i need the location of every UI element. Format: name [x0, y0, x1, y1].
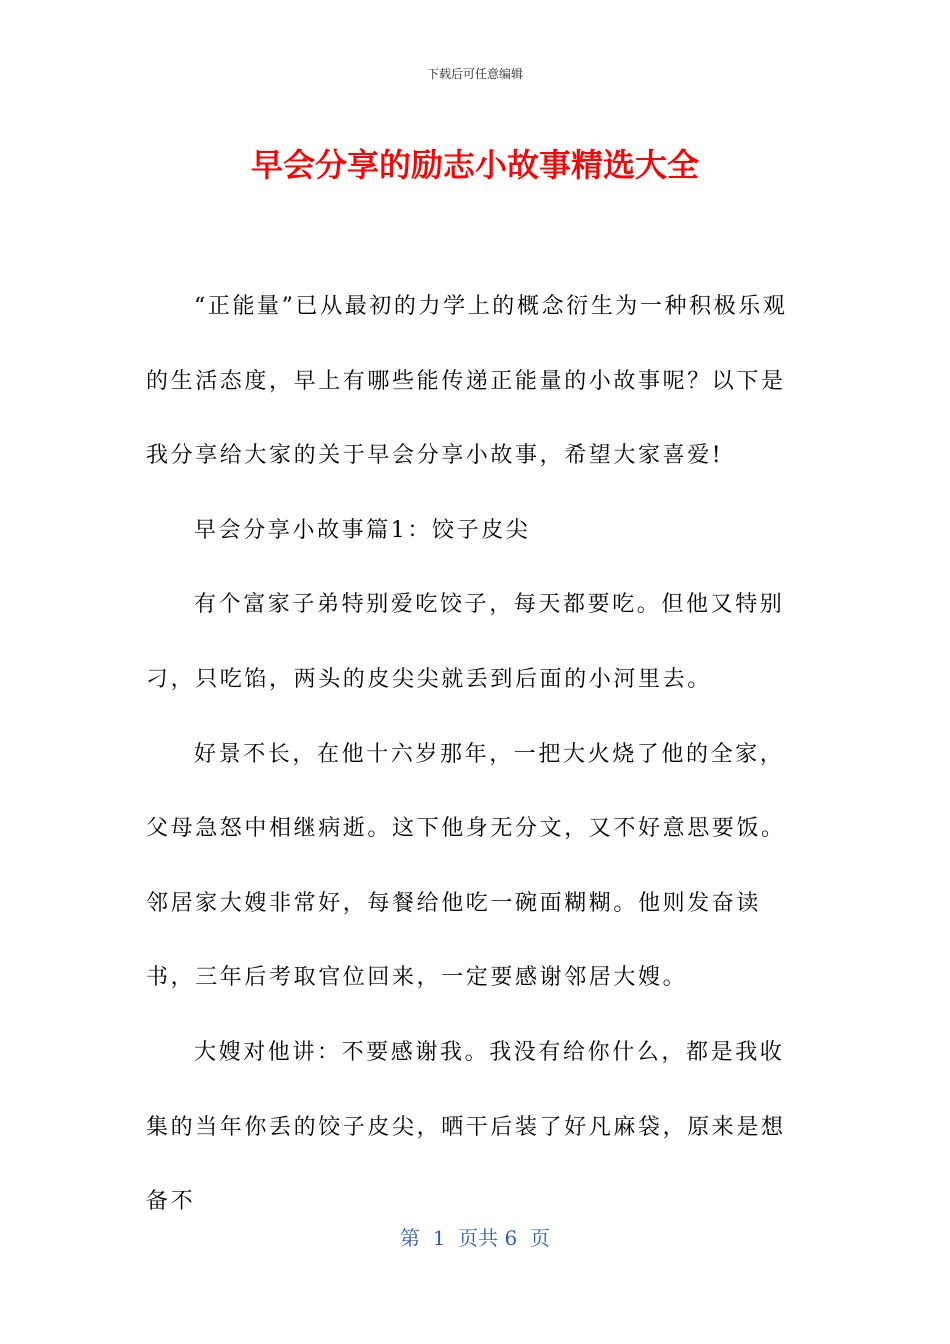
document-title: 早会分享的励志小故事精选大全 — [250, 146, 699, 184]
paragraph-story-1: 有个富家子弟特别爱吃饺子，每天都要吃。但他又特别刁，只吃馅，两头的皮尖尖就丢到后面的小河里去。 — [146, 592, 785, 692]
document-body — [146, 270, 806, 1240]
paragraph-story-2: 好景不长，在他十六岁那年，一把大火烧了他的全家，父母急怒中相继病逝。这下他身无分文，又不好意思要饭。邻居家大嫂非常好，每餐给他吃一碗面糊糊。他则发奋读书，三年后考取官位回来，一定要感谢邻居大嫂。 — [146, 741, 786, 991]
page-header-note: 下载后可任意编辑 — [426, 67, 523, 81]
paragraph-intro: “正能量”已从最初的力学上的概念衍生为一种积极乐观的生活态度，早上有哪些能传递正能量的小故事呢？以下是我分享给大家的关于早会分享小故事，希望大家喜爱! — [146, 294, 788, 469]
paragraph-story-heading: 早会分享小故事篇1：饺子皮尖 — [194, 517, 531, 543]
page-number-footer: 第 1 页共 6 页 — [400, 1226, 550, 1250]
paragraph-story-3: 大嫂对他讲：不要感谢我。我没有给你什么，都是我收集的当年你丢的饺子皮尖，晒干后装了好凡麻袋，原来是想备不 — [146, 1039, 786, 1215]
